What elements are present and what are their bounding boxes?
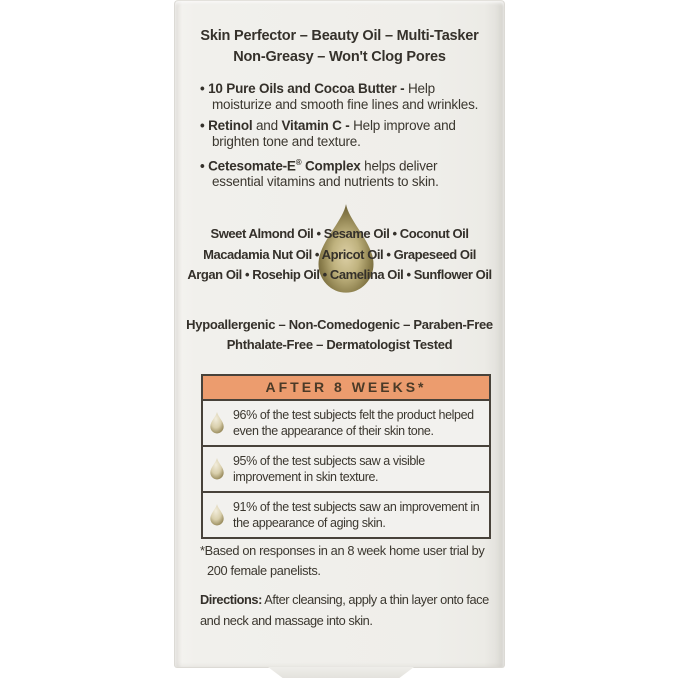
product-tagline xyxy=(175,26,504,68)
oils-line-3: Argan Oil • Rosehip Oil • Camelina Oil • Sunflower Oil xyxy=(187,267,492,282)
result-row-skin-texture xyxy=(203,445,489,491)
tagline-line-2: Non-Greasy – Won't Clog Pores xyxy=(233,49,446,65)
benefit-item-pure-oils: • 10 Pure Oils and Cocoa Butter - Help moisturize and smooth fine lines and wrinkles. xyxy=(200,81,479,112)
directions-label: Directions: xyxy=(200,592,262,607)
safety-claims xyxy=(175,315,504,355)
oil-ingredients-list xyxy=(175,224,504,286)
result-row-skin-tone xyxy=(203,399,489,445)
drop-icon xyxy=(209,412,225,434)
registered-trademark-symbol: ® xyxy=(295,158,302,167)
result-text: 91% of the test subjects saw an improvement in the appearance of aging skin. xyxy=(233,500,480,530)
benefits-list xyxy=(200,81,490,196)
results-panel-title: AFTER 8 WEEKS* xyxy=(203,376,489,399)
trial-footnote: *Based on responses in an 8 week home user trial by 200 female panelists. xyxy=(200,543,485,578)
claims-line-1: Hypoallergenic – Non-Comedogenic – Paraben-Free xyxy=(186,317,493,332)
benefit-item-retinol-vitamin-c: • Retinol and Vitamin C - Help improve and brighten tone and texture. xyxy=(200,118,456,149)
tagline-line-1: Skin Perfector – Beauty Oil – Multi-Tasker xyxy=(200,28,479,44)
drop-icon xyxy=(209,504,225,526)
product-box-back-panel xyxy=(174,0,505,668)
result-row-aging-skin xyxy=(203,491,489,537)
claims-line-2: Phthalate-Free – Dermatologist Tested xyxy=(226,337,453,352)
bullet-icon: • xyxy=(200,81,205,96)
benefit-item-cetesomate: • Cetesomate-E® Complex helps deliver essential vitamins and nutrients to skin. xyxy=(200,158,439,189)
box-bottom-flap-tab xyxy=(268,667,414,678)
bullet-icon: • xyxy=(200,158,205,174)
result-text: 95% of the test subjects saw a visible improvement in skin texture. xyxy=(233,454,425,484)
oils-line-2: Macadamia Nut Oil • Apricot Oil • Grapeseed Oil xyxy=(203,246,476,262)
directions-text: Directions: After cleansing, apply a thin layer onto face and neck and massage into skin. xyxy=(200,592,489,628)
oils-line-1: Sweet Almond Oil • Sesame Oil • Coconut Oil xyxy=(210,226,469,241)
drop-icon xyxy=(209,458,225,480)
result-text: 96% of the test subjects felt the product helped even the appearance of their skin tone. xyxy=(233,408,474,438)
clinical-results-panel xyxy=(201,374,491,539)
bullet-icon: • xyxy=(200,118,205,133)
